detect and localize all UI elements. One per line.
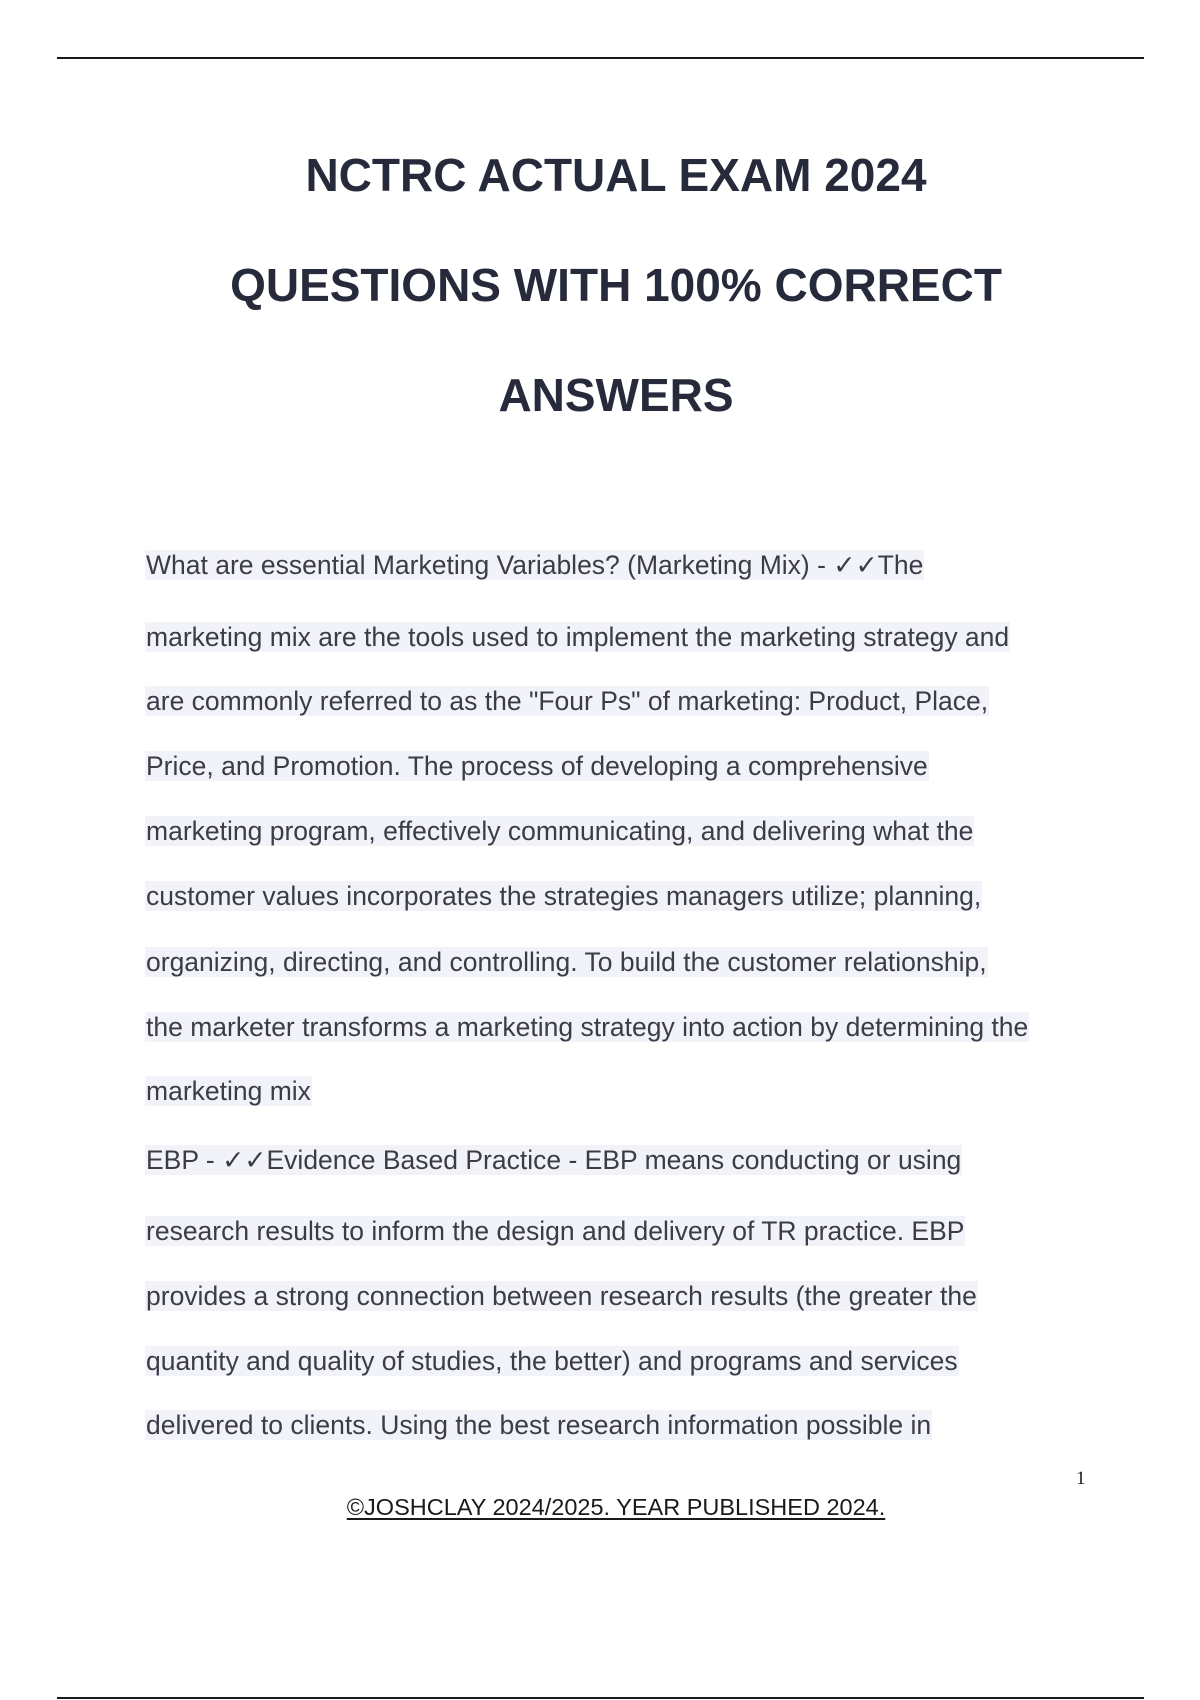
body-text-line: What are essential Marketing Variables? (Marketing Mix) - ✓✓The	[146, 550, 924, 580]
bottom-divider	[57, 1697, 1144, 1699]
body-text-line: the marketer transforms a marketing strategy into action by determining the	[146, 1012, 1029, 1042]
body-text-line: customer values incorporates the strategies managers utilize; planning,	[146, 881, 982, 911]
body-text-line: marketing mix are the tools used to implement the marketing strategy and	[146, 622, 1010, 652]
body-text-line: marketing program, effectively communicating, and delivering what the	[146, 816, 974, 846]
body-text-line: quantity and quality of studies, the better) and programs and services	[146, 1346, 958, 1376]
body-text-line: marketing mix	[146, 1076, 311, 1106]
body-text-line: Price, and Promotion. The process of developing a comprehensive	[146, 751, 928, 781]
document-title-line-2: QUESTIONS WITH 100% CORRECT	[230, 259, 1002, 311]
page-number: 1	[1076, 1468, 1086, 1489]
body-text-line: delivered to clients. Using the best research information possible in	[146, 1410, 932, 1440]
document-title-line-1: NCTRC ACTUAL EXAM 2024	[305, 149, 927, 201]
body-text-line: organizing, directing, and controlling. To build the customer relationship,	[146, 947, 987, 977]
body-text-line: provides a strong connection between research results (the greater the	[146, 1281, 977, 1311]
body-text-line: are commonly referred to as the "Four Ps" of marketing: Product, Place,	[146, 686, 989, 716]
footer-copyright: ©JOSHCLAY 2024/2025. YEAR PUBLISHED 2024.	[346, 1494, 886, 1520]
top-divider	[57, 57, 1144, 59]
body-text-line: research results to inform the design and delivery of TR practice. EBP	[146, 1216, 965, 1246]
body-text-line: EBP - ✓✓Evidence Based Practice - EBP means conducting or using	[146, 1145, 962, 1175]
document-title-line-3: ANSWERS	[498, 369, 734, 421]
